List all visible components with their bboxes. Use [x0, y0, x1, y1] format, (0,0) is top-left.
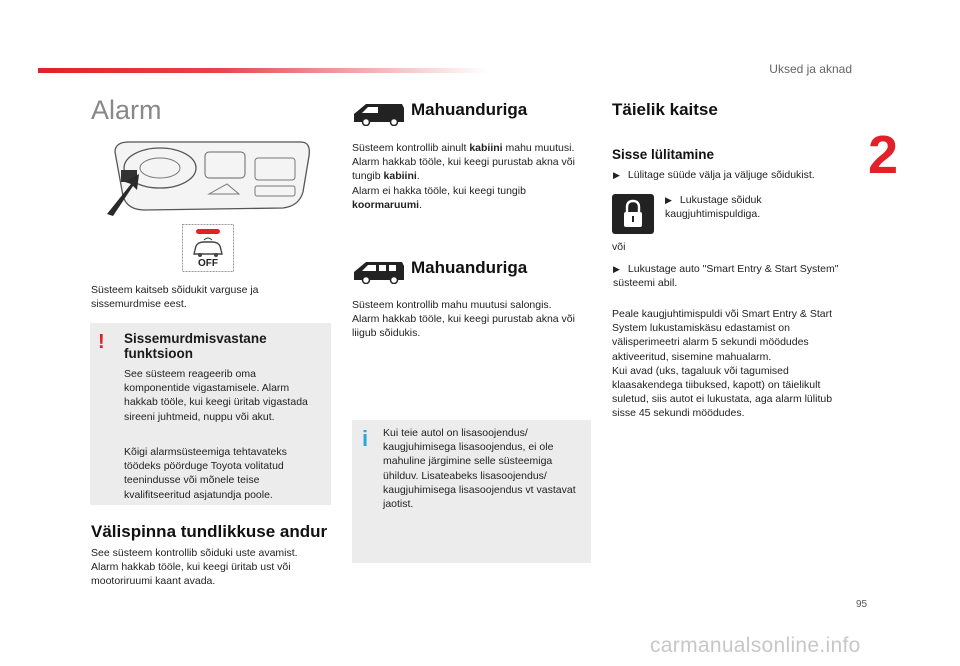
bullet-icon: ▶	[613, 170, 620, 180]
full-bullet-3: ▶ Lukustage auto "Smart Entry & Start System" süsteemi abil.	[613, 263, 839, 290]
alarm-intro: Süsteem kaitseb sõidukit varguse ja sissemurdmise eest.	[91, 284, 259, 311]
full-title: Täielik kaitse	[612, 100, 718, 119]
chapter-number: 2	[868, 125, 899, 185]
watermark: carmanualsonline.info	[650, 634, 861, 657]
dashboard-illustration	[105, 138, 315, 218]
info-icon: i	[362, 426, 369, 451]
full-subtitle: Sisse lülitamine	[612, 147, 715, 162]
info-text: Kui teie autol on lisasoojendus/ kaugjuhimisega lisasoojendus, ei ole mahuline järgimine selle süsteemiga ühilduv. Lisateabeks lisasoojendus/ kaugjuhimisega lisasoojendus vt vastavat jaotist.	[383, 427, 576, 511]
section-label: Uksed ja aknad	[769, 62, 852, 76]
header-accent-bar	[38, 68, 488, 73]
warning-text-1: See süsteem reageerib oma komponentide vigastamisele. Alarm hakkab tööle, kui keegi üritab vigastada sireeni juhtmeid, nuppu või akut.	[124, 368, 308, 423]
lock-key-icon	[612, 194, 654, 234]
bullet-icon: ▶	[613, 264, 620, 274]
bullet-icon: ▶	[665, 195, 672, 205]
warning-text-2: Kõigi alarmsüsteemiga tehtavateks töödeks pöörduge Toyota volitatud teenindusse või mõnele teise kvalifitseeritud asjatundja poole.	[124, 446, 287, 501]
full-paragraph: Peale kaugjuhtimispuldi või Smart Entry & Start System lukustamiskäsu edastamist on välisperimeetri alarm 5 sekundi möödudes aktiveeritud, sisemine mahualarm. Kui avad (uks, tagaluuk või tagumised klaasakendega tiibuksed, kapott) on täielikult suletud, siis autot ei lukustata, aga alarm lülitub sisse 45 sekundi möödudes.	[612, 308, 833, 420]
cargo1-text: Süsteem kontrollib ainult kabiini mahu muutusi. Alarm hakkab tööle, kui keegi purustab akna või tungib kabiini. Alarm ei hakka tööle, kui keegi tungib koormaruumi.	[352, 142, 575, 211]
alarm-off-label: OFF	[198, 258, 218, 269]
cargo1-title: Mahuanduriga	[411, 100, 528, 119]
alarm-title: Alarm	[91, 95, 162, 125]
full-bullet-1: ▶ Lülitage süüde välja ja väljuge sõidukist.	[613, 169, 815, 181]
page-number: 95	[856, 599, 868, 610]
warning-icon: !	[98, 331, 105, 353]
exterior-text: See süsteem kontrollib sõiduki uste avamist. Alarm hakkab tööle, kui keegi üritab ust või mootoriruumi kaant avada.	[91, 547, 298, 588]
info-box	[352, 420, 591, 563]
exterior-title: Välispinna tundlikkuse andur	[91, 522, 328, 541]
van-cabin-icon	[352, 100, 406, 126]
warning-title: Sissemurdmisvastane funktsioon	[124, 331, 267, 361]
cargo2-title: Mahuanduriga	[411, 258, 528, 277]
full-or: või	[612, 241, 626, 253]
van-full-icon	[352, 258, 406, 284]
full-bullet-2: ▶ Lukustage sõiduk kaugjuhtimispuldiga.	[665, 194, 762, 221]
warning-box	[90, 323, 331, 505]
cargo2-text: Süsteem kontrollib mahu muutusi salongis. Alarm hakkab tööle, kui keegi purustab akna või liigub sõidukis.	[352, 299, 575, 340]
